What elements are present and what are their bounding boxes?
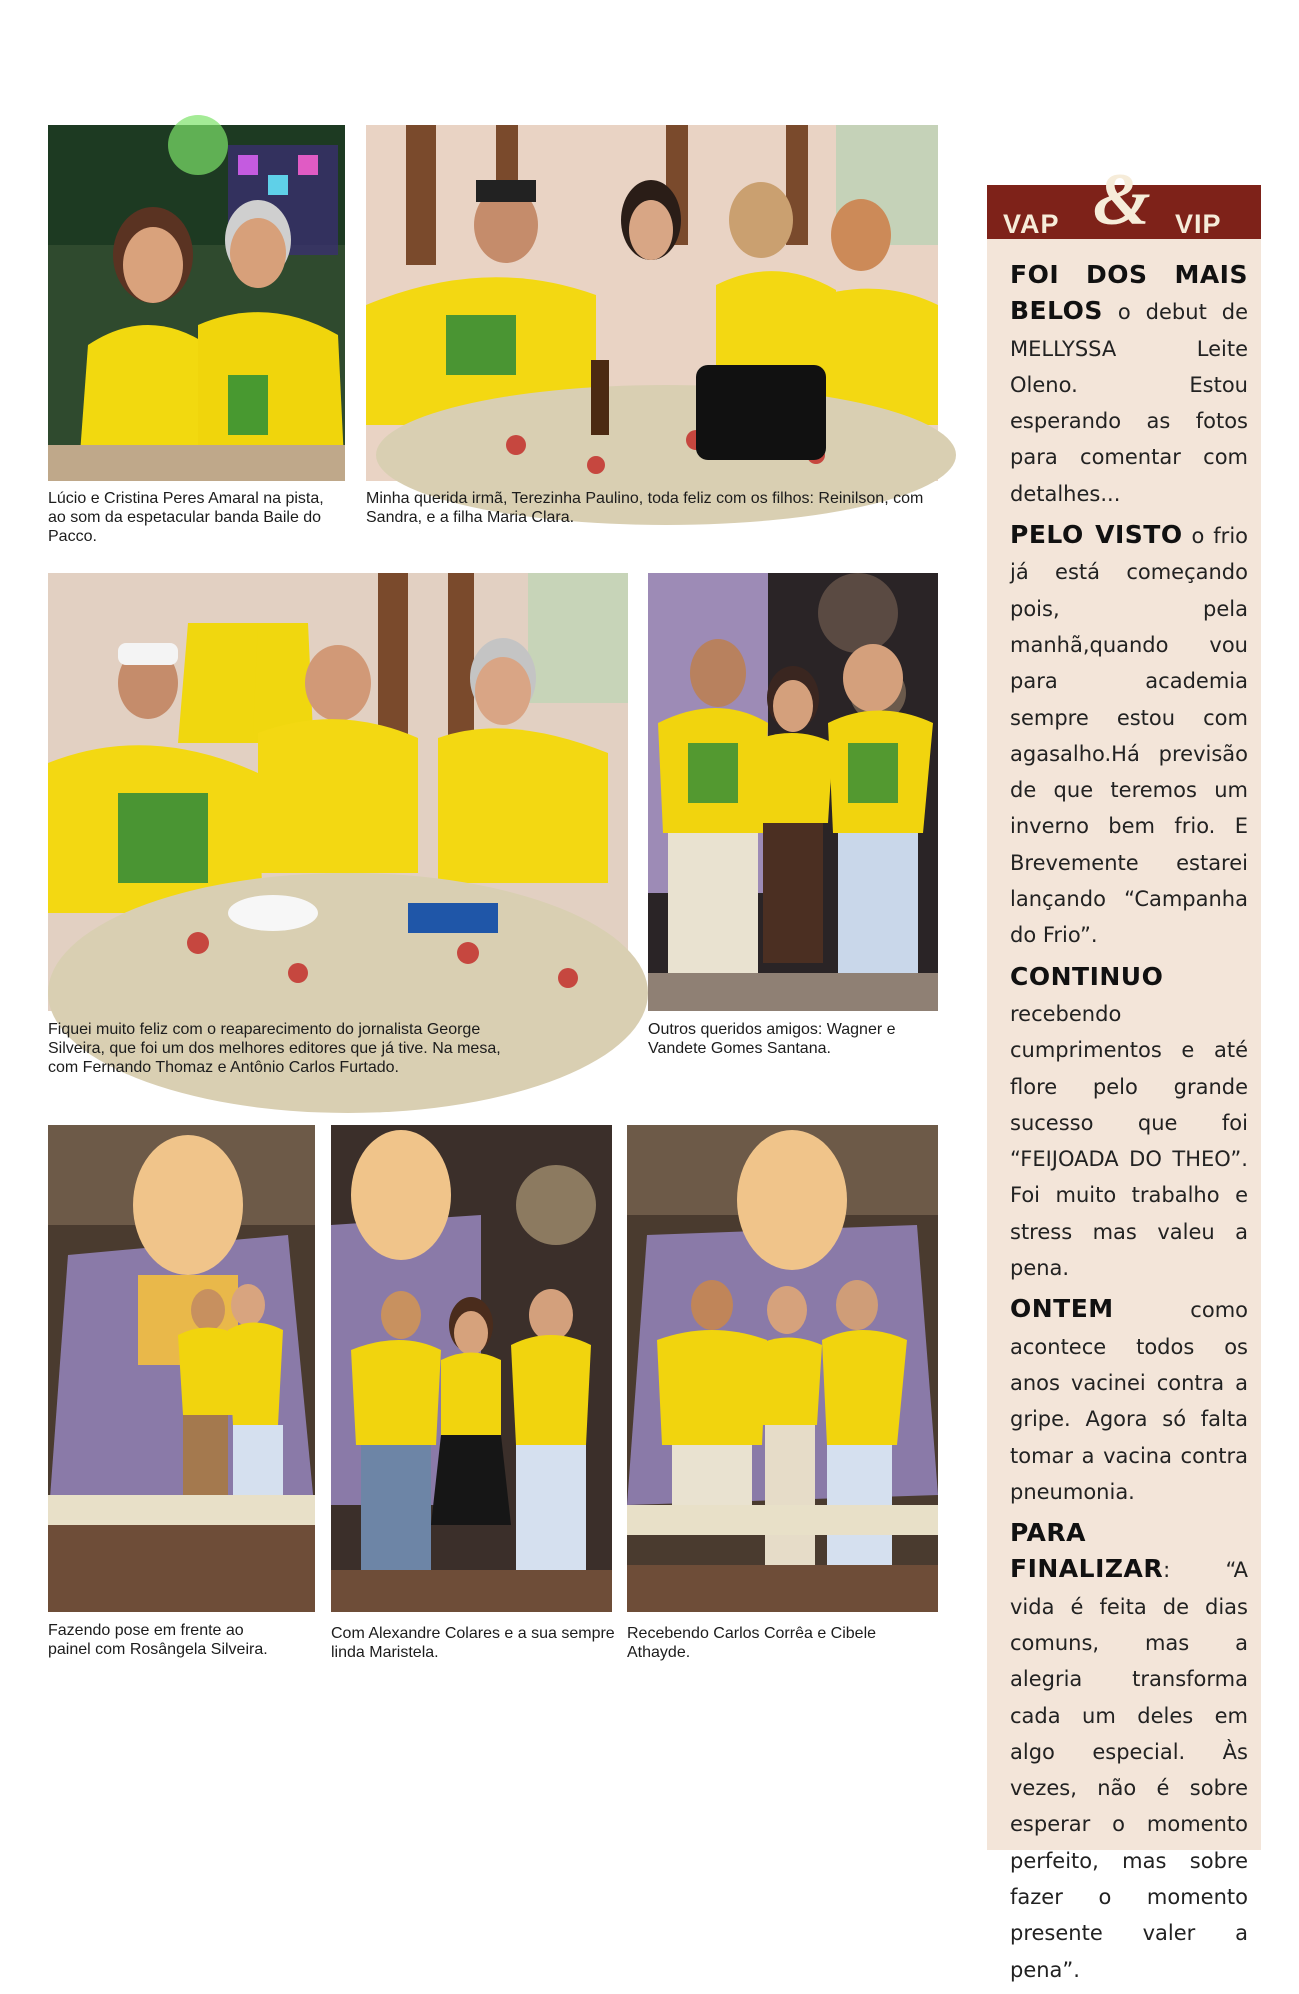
photo-three-friends bbox=[48, 573, 628, 1011]
sidebar-item bbox=[1010, 518, 1248, 954]
caption-alexandre-maristela: Com Alexandre Colares e a sua sempre linda Maristela. bbox=[331, 1625, 615, 1661]
header-ampersand: & bbox=[1093, 159, 1151, 241]
header-vap: VAP bbox=[1003, 209, 1060, 239]
photo-wagner-vandete bbox=[648, 573, 938, 1011]
sidebar-item bbox=[1010, 1292, 1248, 1510]
sidebar-body: o debut de MELLYSSA Leite Oleno. Estou esperando as fotos para comentar com detalhes... bbox=[1010, 300, 1248, 506]
caption-wagner-vandete: Outros queridos amigos: Wagner e Vandete Gomes Santana. bbox=[648, 1021, 896, 1057]
sidebar-body: : “A vida é feita de dias comuns, mas a alegria transforma cada um deles em algo especial. Às vezes, não é sobre esperar o momento perfeito, mas sobre fazer o momento presente valer a pena”. bbox=[1010, 1558, 1248, 1982]
sidebar-lead: PARA FINALIZAR bbox=[1010, 1518, 1164, 1584]
photo-family-table bbox=[366, 125, 938, 481]
sidebar-lead: ONTEM bbox=[1010, 1294, 1114, 1324]
caption-lucio-cristina: Lúcio e Cristina Peres Amaral na pista, ao som da espetacular banda Baile do Pacco. bbox=[48, 490, 324, 545]
sidebar-text bbox=[1010, 258, 1248, 1994]
caption-carlos-cibele: Recebendo Carlos Corrêa e Cibele Athayde. bbox=[627, 1625, 877, 1661]
sidebar-lead: CONTINUO bbox=[1010, 961, 1164, 991]
sidebar-body: recebendo cumprimentos e até flore pelo grande sucesso que foi “FEIJOADA DO THEO”. Foi muito trabalho e stress mas valeu a pena. bbox=[1010, 1001, 1248, 1281]
photo-alexandre-maristela bbox=[331, 1125, 612, 1612]
header-vip: VIP bbox=[1175, 209, 1222, 239]
sidebar-body: o frio já está começando pois, pela manhã,quando vou para academia sempre estou com agasalho.Há previsão de que teremos um inverno bem frio. E Brevemente estarei lançando “Campanha do Frio”. bbox=[1010, 524, 1248, 948]
caption-rosangela: Fazendo pose em frente ao painel com Rosângela Silveira. bbox=[48, 1622, 268, 1658]
photo-rosangela bbox=[48, 1125, 315, 1612]
sidebar-lead: FOI DOS MAIS BELOS bbox=[1010, 260, 1248, 326]
photo-lucio-cristina bbox=[48, 125, 345, 481]
caption-three-friends: Fiquei muito feliz com o reaparecimento do jornalista George Silveira, que foi um dos melhores editores que já tive. Na mesa, com Fernando Thomaz e Antônio Carlos Furtado. bbox=[48, 1021, 501, 1076]
sidebar-lead: PELO VISTO bbox=[1010, 520, 1183, 550]
sidebar-item bbox=[1010, 1516, 1248, 1988]
photo-carlos-cibele bbox=[627, 1125, 938, 1612]
sidebar-body: como acontece todos os anos vacinei contra a gripe. Agora só falta tomar a vacina contra pneumonia. bbox=[1010, 1298, 1248, 1504]
sidebar-item bbox=[1010, 960, 1248, 1287]
sidebar-item bbox=[1010, 258, 1248, 512]
caption-family-table: Minha querida irmã, Terezinha Paulino, toda feliz com os filhos: Reinilson, com Sandra, e a filha Maria Clara. bbox=[366, 490, 924, 526]
